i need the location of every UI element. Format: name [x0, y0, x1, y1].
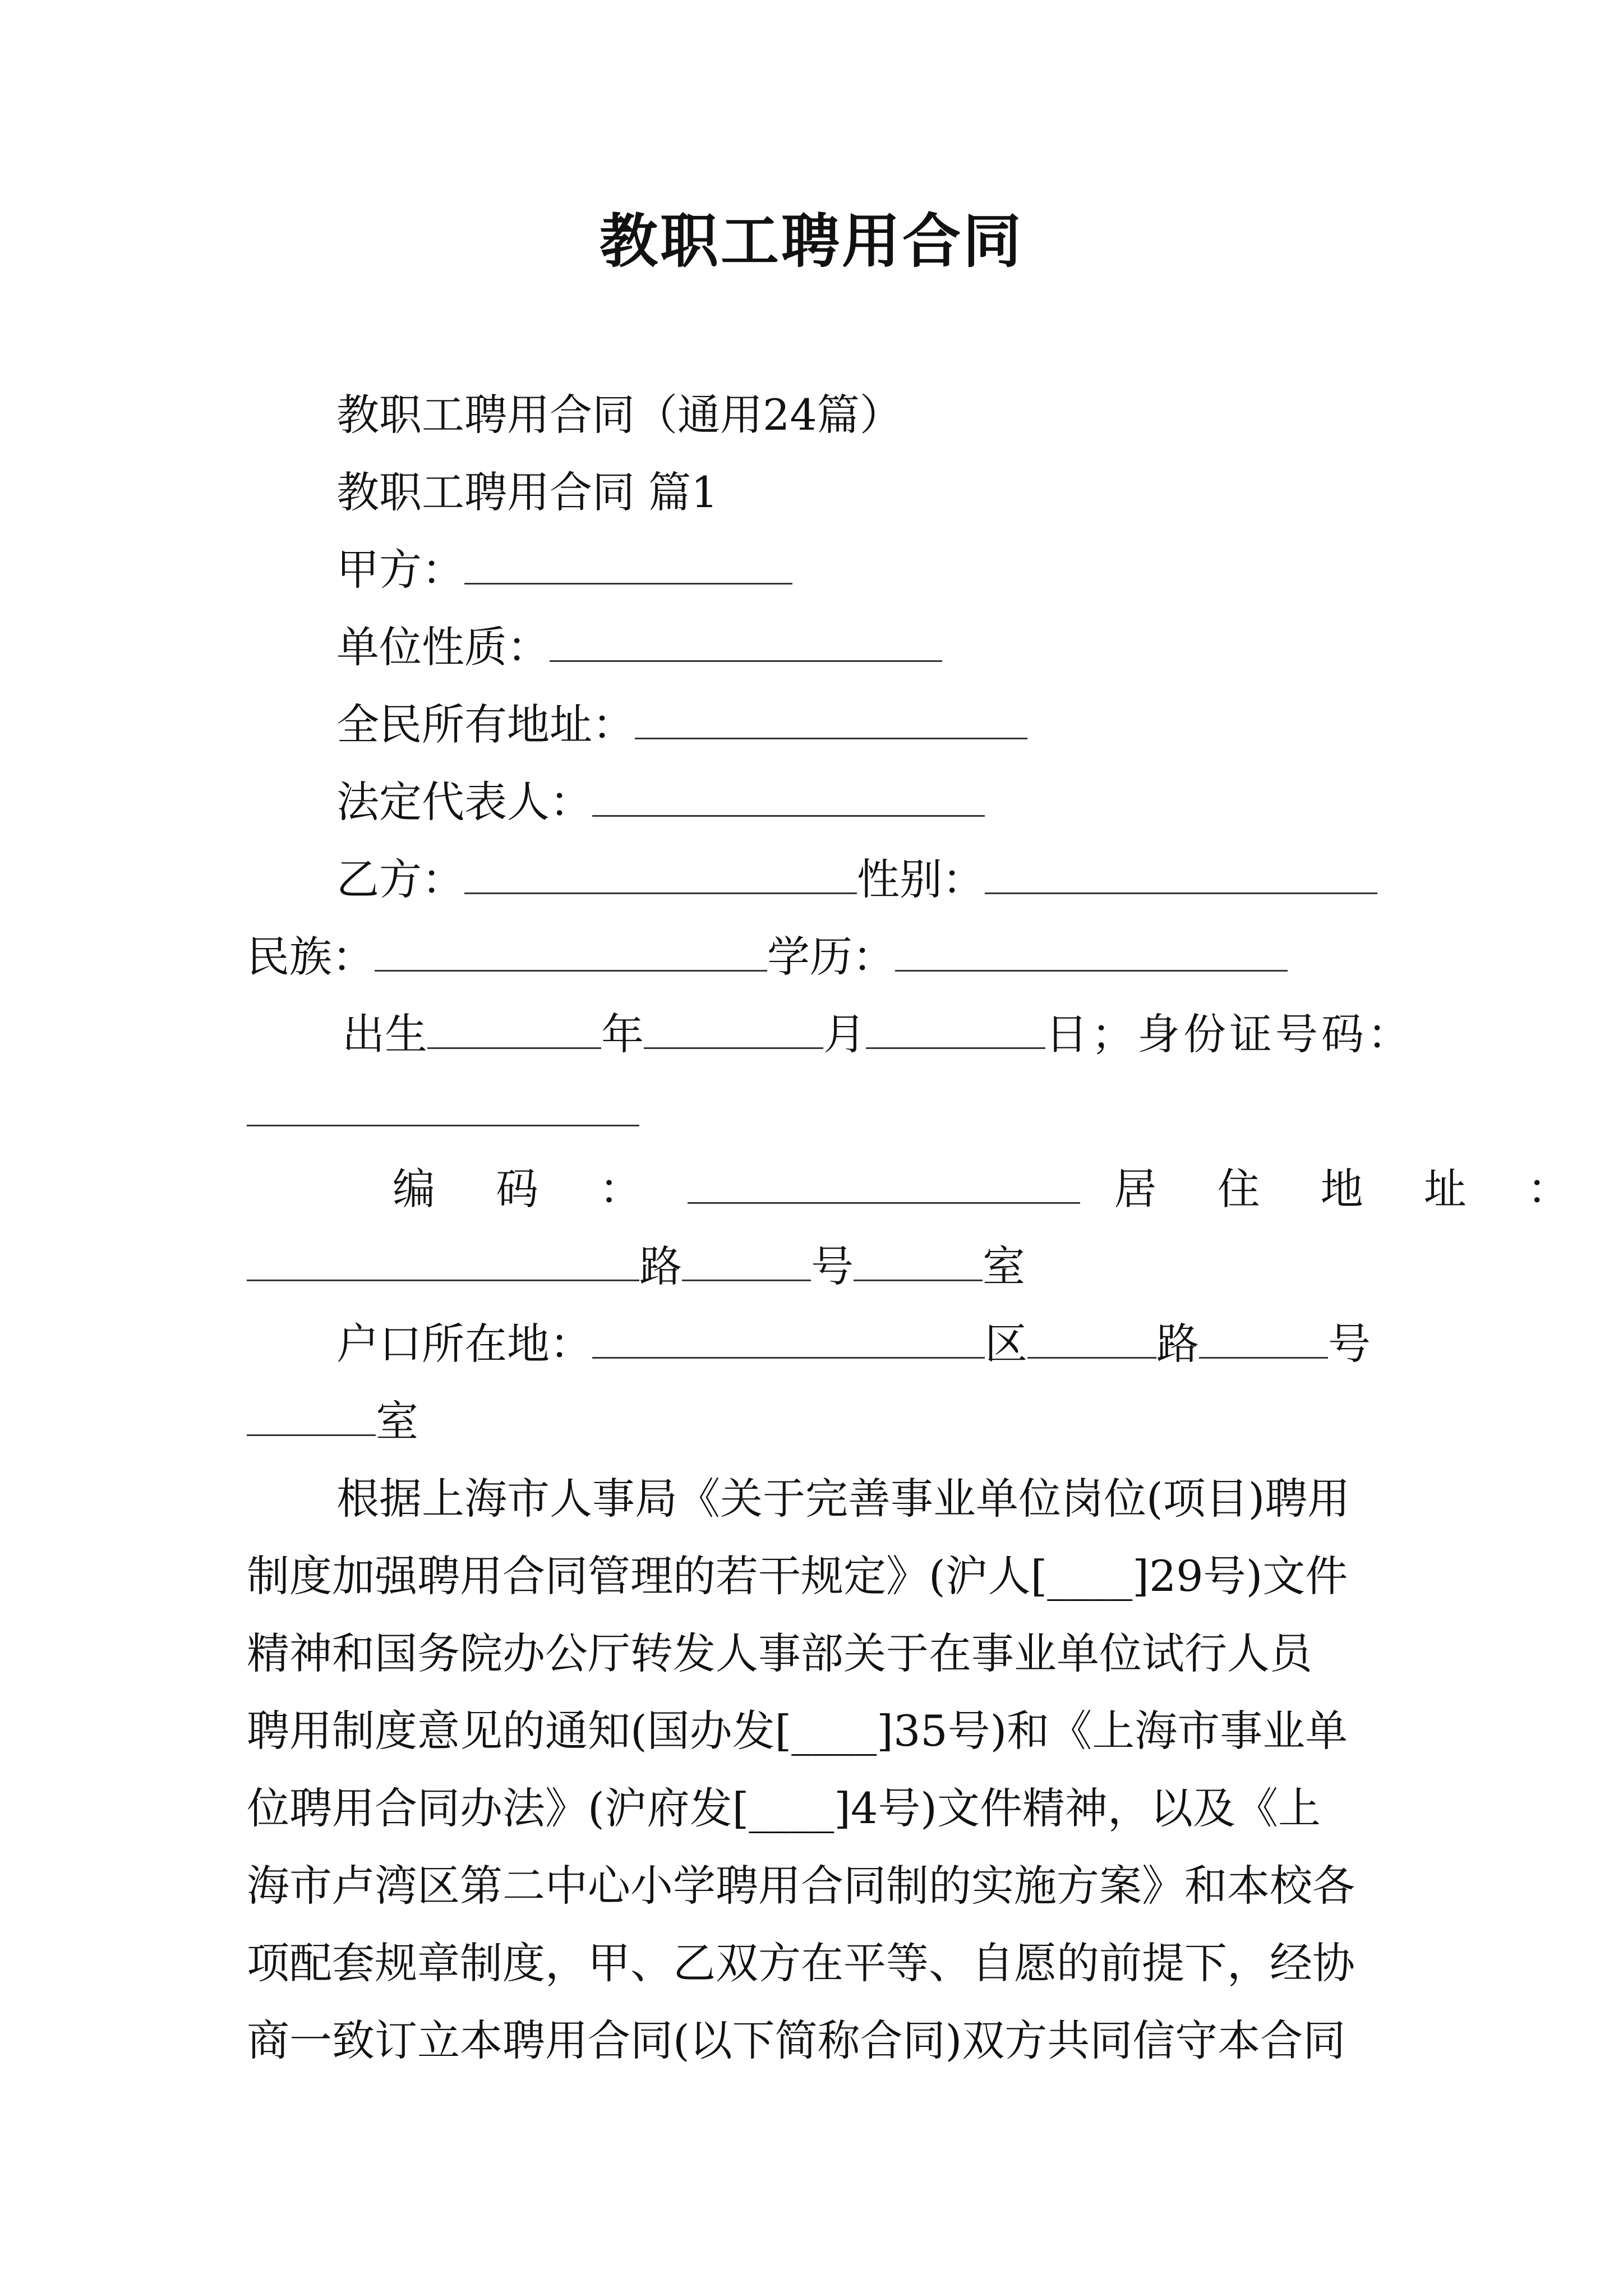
hukou-room-label: 室 [376, 1396, 418, 1446]
address-label: 全民所有地址： [336, 700, 635, 749]
district-label: 区 [985, 1319, 1027, 1369]
hukou-road-label: 路 [1156, 1319, 1199, 1369]
hukou-room-line [247, 1393, 418, 1450]
ethnicity-label: 民族： [247, 932, 375, 982]
body-paragraph-line: 精神和国务院办公厅转发人事部关于在事业单位试行人员 [247, 1628, 1312, 1678]
party-b-label: 乙方： [336, 854, 464, 904]
month-label: 月 [823, 1009, 866, 1059]
code-blank[interactable] [688, 1162, 1080, 1204]
gender-label: 性别： [857, 854, 985, 904]
body-paragraph-line: 海市卢湾区第二中心小学聘用合同制的实施方案》和本校各 [247, 1861, 1355, 1911]
code-line [393, 1161, 1593, 1217]
representative-line [336, 774, 985, 830]
party-a-line [336, 542, 792, 598]
id-number-line [247, 1084, 639, 1140]
section-heading: 教职工聘用合同 篇1 [336, 467, 718, 517]
body-paragraph-line: 位聘用合同办法》(沪府发[____]4号)文件精神，以及《上 [247, 1783, 1321, 1833]
body-paragraph-line: 根据上海市人事局《关于完善事业单位岗位(项目)聘用 [336, 1474, 1350, 1524]
birth-label: 出生 [342, 1009, 427, 1059]
birth-year-blank[interactable] [427, 1007, 601, 1049]
residence-address-line [247, 1239, 1025, 1295]
residence-label: 居 住 地 址 ： [1114, 1164, 1593, 1214]
education-blank[interactable] [895, 930, 1288, 972]
birth-month-blank[interactable] [644, 1007, 823, 1049]
unit-nature-blank[interactable] [550, 620, 942, 662]
representative-blank[interactable] [592, 775, 985, 817]
address-blank[interactable] [635, 697, 1027, 739]
education-label: 学历： [767, 932, 895, 982]
party-a-blank[interactable] [464, 542, 792, 585]
party-b-blank[interactable] [464, 852, 857, 894]
body-paragraph-line: 制度加强聘用合同管理的若干规定》(沪人[____]29号)文件 [247, 1551, 1348, 1601]
ethnicity-blank[interactable] [375, 930, 767, 972]
day-id-label: 日；身份证号码： [1045, 1009, 1413, 1059]
body-paragraph-line: 聘用制度意见的通知(国办发[____]35号)和《上海市事业单 [247, 1706, 1348, 1756]
document-subtitle: 教职工聘用合同（通用24篇） [336, 390, 902, 440]
ethnicity-line [247, 929, 1288, 985]
code-label: 编 码 ： [393, 1164, 666, 1214]
unit-nature-line [336, 619, 942, 675]
residence-blank[interactable] [247, 1239, 639, 1281]
birth-day-blank[interactable] [866, 1007, 1045, 1049]
number-label: 号 [811, 1241, 854, 1291]
body-paragraph-line: 商一致订立本聘用合同(以下简称合同)双方共同信守本合同 [247, 2016, 1346, 2065]
document-title: 教职工聘用合同 [599, 206, 1023, 275]
road-no-blank[interactable] [682, 1239, 811, 1281]
hukou-blank[interactable] [592, 1317, 985, 1359]
id-number-blank[interactable] [247, 1084, 639, 1126]
representative-label: 法定代表人： [336, 777, 592, 827]
year-label: 年 [601, 1009, 644, 1059]
hukou-number-label: 号 [1328, 1319, 1371, 1369]
address-line [336, 697, 1027, 753]
party-b-line [336, 852, 1377, 908]
hukou-room-blank[interactable] [247, 1394, 376, 1436]
hukou-label: 户口所在地： [336, 1319, 592, 1369]
gender-blank[interactable] [985, 852, 1377, 894]
birth-line [342, 1006, 1413, 1062]
party-a-label: 甲方： [336, 545, 464, 595]
hukou-no-blank[interactable] [1199, 1317, 1328, 1359]
hukou-road-blank[interactable] [1027, 1317, 1156, 1359]
hukou-line [336, 1316, 1371, 1372]
room-blank[interactable] [854, 1239, 983, 1281]
road-label: 路 [639, 1241, 682, 1291]
room-label: 室 [983, 1241, 1025, 1291]
body-paragraph-line: 项配套规章制度，甲、乙双方在平等、自愿的前提下，经协 [247, 1938, 1355, 1988]
unit-nature-label: 单位性质： [336, 622, 550, 672]
